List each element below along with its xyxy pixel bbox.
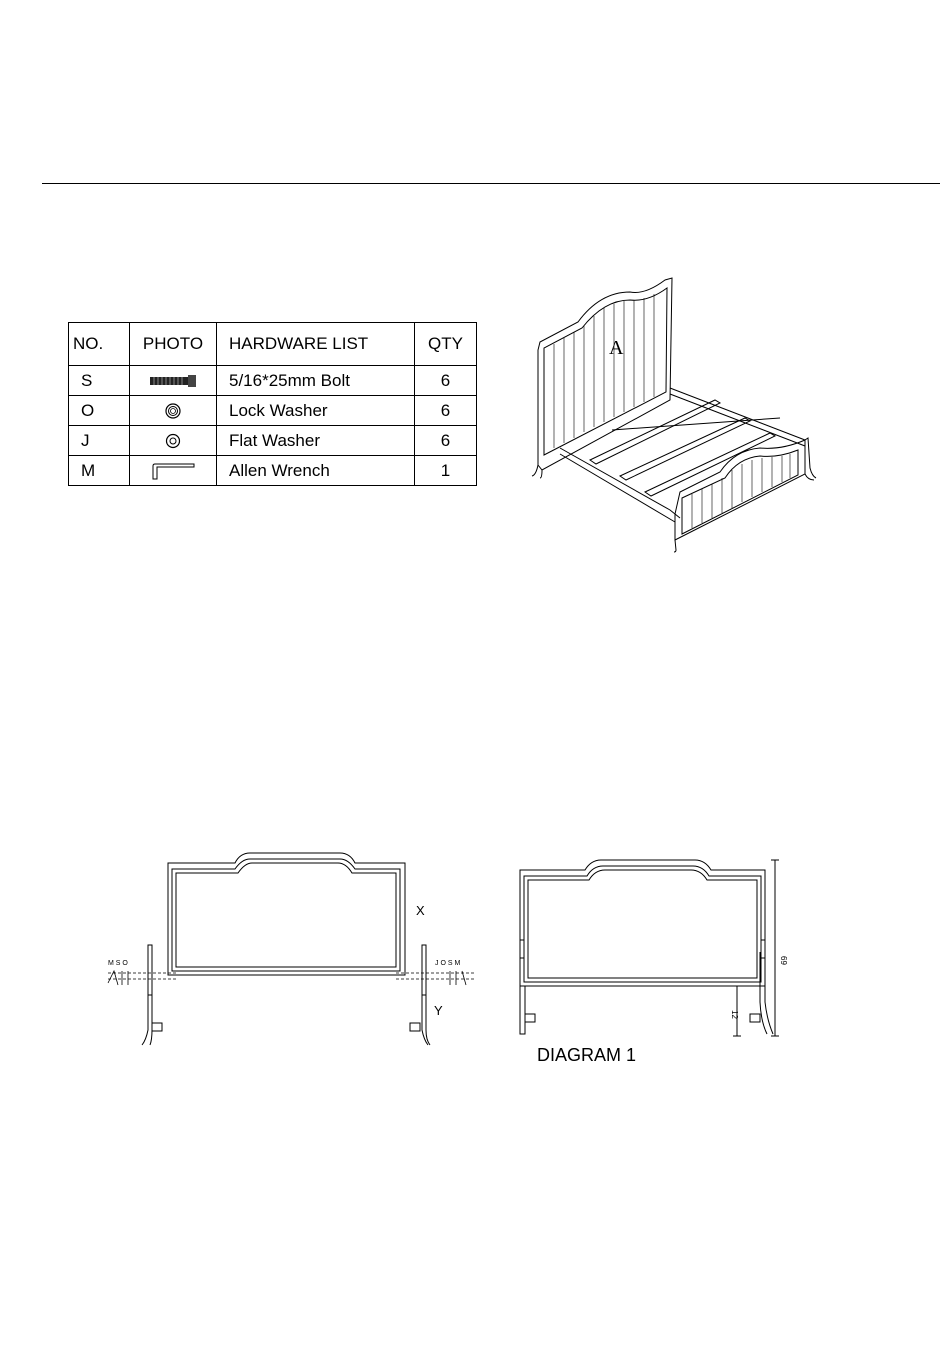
table-row (69, 396, 477, 426)
bolt-icon (148, 374, 198, 388)
part-code: M (69, 456, 130, 486)
part-qty: 6 (415, 366, 477, 396)
part-code: S (69, 366, 130, 396)
hardware-table (68, 322, 477, 486)
left-hardware-callout: M S O (108, 960, 128, 967)
assembled-bed-drawing (520, 270, 820, 560)
diagram-caption: DIAGRAM 1 (537, 1045, 637, 1065)
part-qty: 6 (415, 426, 477, 456)
part-code: J (69, 426, 130, 456)
part-code: O (69, 396, 130, 426)
table-row (69, 456, 477, 486)
label-x: X (416, 903, 425, 918)
top-rule (42, 183, 940, 184)
part-qty: 6 (415, 396, 477, 426)
table-row (69, 426, 477, 456)
dimension-height: 69 (779, 956, 788, 965)
right-hardware-callout: J O S M (435, 960, 461, 967)
part-name: 5/16*25mm Bolt (217, 366, 415, 396)
part-qty: 1 (415, 456, 477, 486)
table-header-row (69, 323, 477, 366)
diagram-1-drawing (515, 852, 788, 1042)
lock-washer-icon (164, 402, 182, 420)
dimension-leg: 12 (730, 1010, 739, 1019)
header-hardware-list: HARDWARE LIST (217, 323, 415, 366)
part-name: Lock Washer (217, 396, 415, 426)
table-row (69, 366, 477, 396)
header-photo: PHOTO (130, 323, 217, 366)
header-qty: QTY (415, 323, 477, 366)
headboard-assembly-drawing (100, 845, 490, 1055)
part-name: Allen Wrench (217, 456, 415, 486)
header-no: NO. (69, 323, 130, 366)
flat-washer-icon (164, 432, 182, 450)
allen-wrench-icon (150, 462, 196, 480)
part-name: Flat Washer (217, 426, 415, 456)
label-y: Y (434, 1003, 443, 1018)
part-label-a: A (609, 337, 624, 359)
